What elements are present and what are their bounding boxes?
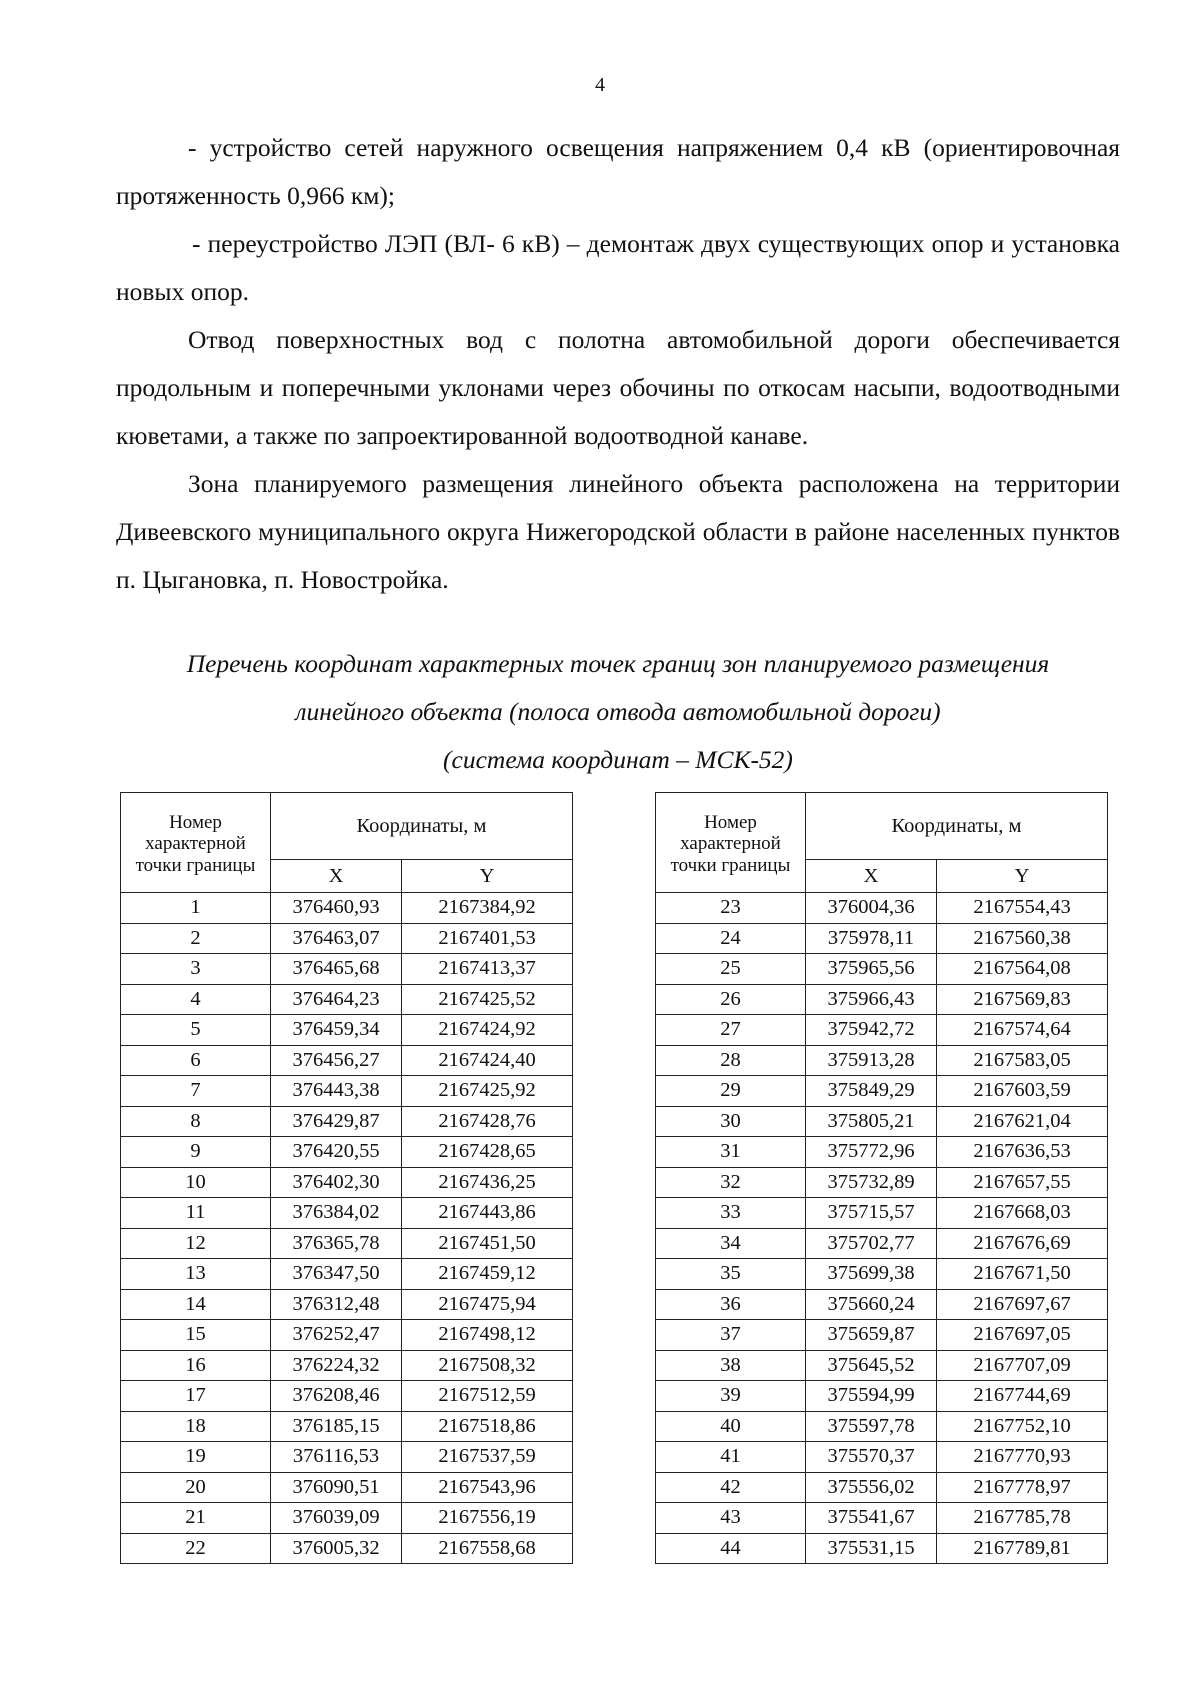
table-row [656,1259,1108,1290]
cell-point-number: 14 [121,1289,271,1320]
cell-x: 375702,77 [806,1228,937,1259]
cell-y: 2167621,04 [937,1106,1108,1137]
cell-y: 2167384,92 [402,893,573,924]
table-row [121,1167,573,1198]
table-row [121,954,573,985]
cell-y: 2167556,19 [402,1503,573,1534]
cell-y: 2167459,12 [402,1259,573,1290]
table-row [121,1320,573,1351]
paragraph-lighting: - устройство сетей наружного освещения напряжением 0,4 кВ (ориентировочная протяженность 0,966 км); [116,133,1120,210]
cell-x: 376347,50 [271,1259,402,1290]
cell-y: 2167451,50 [402,1228,573,1259]
cell-x: 375732,89 [806,1167,937,1198]
table-row [121,1533,573,1564]
cell-y: 2167508,32 [402,1350,573,1381]
table-row [656,1045,1108,1076]
cell-x: 375805,21 [806,1106,937,1137]
cell-x: 375556,02 [806,1472,937,1503]
table-row [656,1289,1108,1320]
cell-point-number: 20 [121,1472,271,1503]
cell-y: 2167543,96 [402,1472,573,1503]
table-row [121,1350,573,1381]
cell-x: 375966,43 [806,984,937,1015]
cell-y: 2167707,09 [937,1350,1108,1381]
header-point-number: Номер характерной точки границы [656,793,806,893]
cell-point-number: 7 [121,1076,271,1107]
cell-x: 375541,67 [806,1503,937,1534]
cell-point-number: 8 [121,1106,271,1137]
cell-x: 376252,47 [271,1320,402,1351]
cell-point-number: 33 [656,1198,806,1229]
cell-point-number: 6 [121,1045,271,1076]
cell-point-number: 41 [656,1442,806,1473]
cell-point-number: 44 [656,1533,806,1564]
cell-x: 375965,56 [806,954,937,985]
cell-point-number: 19 [121,1442,271,1473]
cell-y: 2167401,53 [402,923,573,954]
cell-y: 2167560,38 [937,923,1108,954]
cell-x: 376429,87 [271,1106,402,1137]
cell-point-number: 4 [121,984,271,1015]
coordinates-table-left [120,792,573,1564]
cell-y: 2167697,67 [937,1289,1108,1320]
cell-point-number: 17 [121,1381,271,1412]
cell-y: 2167697,05 [937,1320,1108,1351]
cell-x: 376459,34 [271,1015,402,1046]
cell-point-number: 22 [121,1533,271,1564]
cell-x: 375659,87 [806,1320,937,1351]
cell-y: 2167537,59 [402,1442,573,1473]
cell-y: 2167424,92 [402,1015,573,1046]
cell-x: 376005,32 [271,1533,402,1564]
caption-line-3: (система координат – МСК-52) [443,745,793,774]
header-x: X [271,860,402,893]
cell-x: 376465,68 [271,954,402,985]
cell-x: 375531,15 [806,1533,937,1564]
cell-x: 376464,23 [271,984,402,1015]
table-row [656,1472,1108,1503]
cell-point-number: 36 [656,1289,806,1320]
table-row [656,954,1108,985]
table-body-left [121,893,573,1564]
cell-x: 375942,72 [806,1015,937,1046]
cell-x: 376004,36 [806,893,937,924]
table-row [121,1015,573,1046]
cell-y: 2167671,50 [937,1259,1108,1290]
cell-y: 2167512,59 [402,1381,573,1412]
cell-point-number: 43 [656,1503,806,1534]
paragraph-drainage: Отвод поверхностных вод с полотна автомобильной дороги обеспечивается продольным и поперечными уклонами через обочины по откосам насыпи, водоотводными кюветами, а также по запроектированной водоотводной канаве. [116,325,1120,450]
cell-y: 2167436,25 [402,1167,573,1198]
cell-point-number: 40 [656,1411,806,1442]
table-row [656,1503,1108,1534]
cell-x: 376224,32 [271,1350,402,1381]
header-y: Y [402,860,573,893]
table-row [121,1137,573,1168]
cell-x: 375699,38 [806,1259,937,1290]
cell-y: 2167744,69 [937,1381,1108,1412]
table-row [121,1411,573,1442]
cell-x: 375715,57 [806,1198,937,1229]
cell-y: 2167778,97 [937,1472,1108,1503]
table-row [121,1259,573,1290]
cell-x: 375913,28 [806,1045,937,1076]
cell-y: 2167564,08 [937,954,1108,985]
cell-point-number: 38 [656,1350,806,1381]
cell-y: 2167569,83 [937,984,1108,1015]
cell-y: 2167752,10 [937,1411,1108,1442]
cell-y: 2167443,86 [402,1198,573,1229]
paragraph-zone-location: Зона планируемого размещения линейного объекта расположена на территории Дивеевского муниципального округа Нижегородской области в районе населенных пунктов п. Цыгановка, п. Новостройка. [116,469,1120,594]
table-row [656,1411,1108,1442]
cell-point-number: 23 [656,893,806,924]
table-row [121,1472,573,1503]
cell-point-number: 2 [121,923,271,954]
cell-y: 2167428,76 [402,1106,573,1137]
cell-y: 2167428,65 [402,1137,573,1168]
table-row [121,1381,573,1412]
cell-y: 2167475,94 [402,1289,573,1320]
cell-point-number: 16 [121,1350,271,1381]
table-row [656,923,1108,954]
cell-y: 2167583,05 [937,1045,1108,1076]
cell-y: 2167668,03 [937,1198,1108,1229]
cell-y: 2167518,86 [402,1411,573,1442]
cell-x: 376402,30 [271,1167,402,1198]
table-row [121,1442,573,1473]
cell-y: 2167636,53 [937,1137,1108,1168]
cell-point-number: 37 [656,1320,806,1351]
table-row [656,1533,1108,1564]
cell-x: 376463,07 [271,923,402,954]
header-coordinates: Координаты, м [806,793,1108,860]
cell-point-number: 9 [121,1137,271,1168]
cell-y: 2167425,52 [402,984,573,1015]
cell-point-number: 1 [121,893,271,924]
cell-point-number: 28 [656,1045,806,1076]
cell-x: 376116,53 [271,1442,402,1473]
cell-point-number: 42 [656,1472,806,1503]
table-row [121,1076,573,1107]
cell-point-number: 31 [656,1137,806,1168]
cell-point-number: 34 [656,1228,806,1259]
cell-y: 2167574,64 [937,1015,1108,1046]
cell-point-number: 30 [656,1106,806,1137]
cell-point-number: 35 [656,1259,806,1290]
cell-point-number: 15 [121,1320,271,1351]
table-row [656,1442,1108,1473]
table-row [121,1228,573,1259]
cell-y: 2167558,68 [402,1533,573,1564]
cell-x: 375645,52 [806,1350,937,1381]
cell-y: 2167603,59 [937,1076,1108,1107]
cell-x: 375978,11 [806,923,937,954]
cell-x: 376460,93 [271,893,402,924]
body-text [116,124,1120,604]
cell-point-number: 27 [656,1015,806,1046]
table-row [656,1228,1108,1259]
cell-x: 376208,46 [271,1381,402,1412]
cell-x: 376312,48 [271,1289,402,1320]
table-row [656,1167,1108,1198]
table-row [656,1015,1108,1046]
table-row [656,1381,1108,1412]
cell-point-number: 12 [121,1228,271,1259]
cell-point-number: 26 [656,984,806,1015]
table-body-right [656,893,1108,1564]
table-row [656,1198,1108,1229]
page-number: 4 [595,74,605,96]
header-y: Y [937,860,1108,893]
cell-point-number: 18 [121,1411,271,1442]
cell-y: 2167413,37 [402,954,573,985]
cell-x: 376090,51 [271,1472,402,1503]
cell-point-number: 25 [656,954,806,985]
cell-x: 376365,78 [271,1228,402,1259]
cell-x: 375597,78 [806,1411,937,1442]
cell-y: 2167554,43 [937,893,1108,924]
table-row [656,1106,1108,1137]
cell-y: 2167498,12 [402,1320,573,1351]
table-row [121,984,573,1015]
cell-x: 375594,99 [806,1381,937,1412]
table-row [121,1045,573,1076]
table-row [121,893,573,924]
cell-y: 2167676,69 [937,1228,1108,1259]
table-row [656,1320,1108,1351]
cell-x: 376443,38 [271,1076,402,1107]
cell-point-number: 5 [121,1015,271,1046]
cell-x: 375570,37 [806,1442,937,1473]
cell-y: 2167424,40 [402,1045,573,1076]
table-row [656,1350,1108,1381]
header-coordinates: Координаты, м [271,793,573,860]
table-row [656,893,1108,924]
cell-point-number: 32 [656,1167,806,1198]
caption-line-2: линейного объекта (полоса отвода автомобильной дороги) [295,697,941,726]
cell-x: 376185,15 [271,1411,402,1442]
cell-point-number: 21 [121,1503,271,1534]
cell-y: 2167657,55 [937,1167,1108,1198]
cell-point-number: 39 [656,1381,806,1412]
cell-x: 375660,24 [806,1289,937,1320]
table-caption [116,640,1120,784]
table-row [121,1503,573,1534]
cell-x: 376384,02 [271,1198,402,1229]
table-row [121,1198,573,1229]
table-row [121,1289,573,1320]
caption-line-1: Перечень координат характерных точек границ зон планируемого размещения [186,649,1050,678]
table-row [121,1106,573,1137]
cell-point-number: 13 [121,1259,271,1290]
table-row [656,1137,1108,1168]
cell-x: 376039,09 [271,1503,402,1534]
table-row [656,984,1108,1015]
cell-point-number: 29 [656,1076,806,1107]
coordinates-table-right [655,792,1108,1564]
cell-x: 376456,27 [271,1045,402,1076]
paragraph-power-line: - переустройство ЛЭП (ВЛ- 6 кВ) – демонтаж двух существующих опор и установка новых опор. [116,229,1120,306]
header-point-number: Номер характерной точки границы [121,793,271,893]
cell-point-number: 10 [121,1167,271,1198]
cell-x: 375849,29 [806,1076,937,1107]
header-x: X [806,860,937,893]
cell-point-number: 24 [656,923,806,954]
cell-y: 2167425,92 [402,1076,573,1107]
cell-x: 376420,55 [271,1137,402,1168]
cell-point-number: 11 [121,1198,271,1229]
table-row [121,923,573,954]
table-row [656,1076,1108,1107]
cell-point-number: 3 [121,954,271,985]
cell-x: 375772,96 [806,1137,937,1168]
cell-y: 2167785,78 [937,1503,1108,1534]
cell-y: 2167770,93 [937,1442,1108,1473]
cell-y: 2167789,81 [937,1533,1108,1564]
